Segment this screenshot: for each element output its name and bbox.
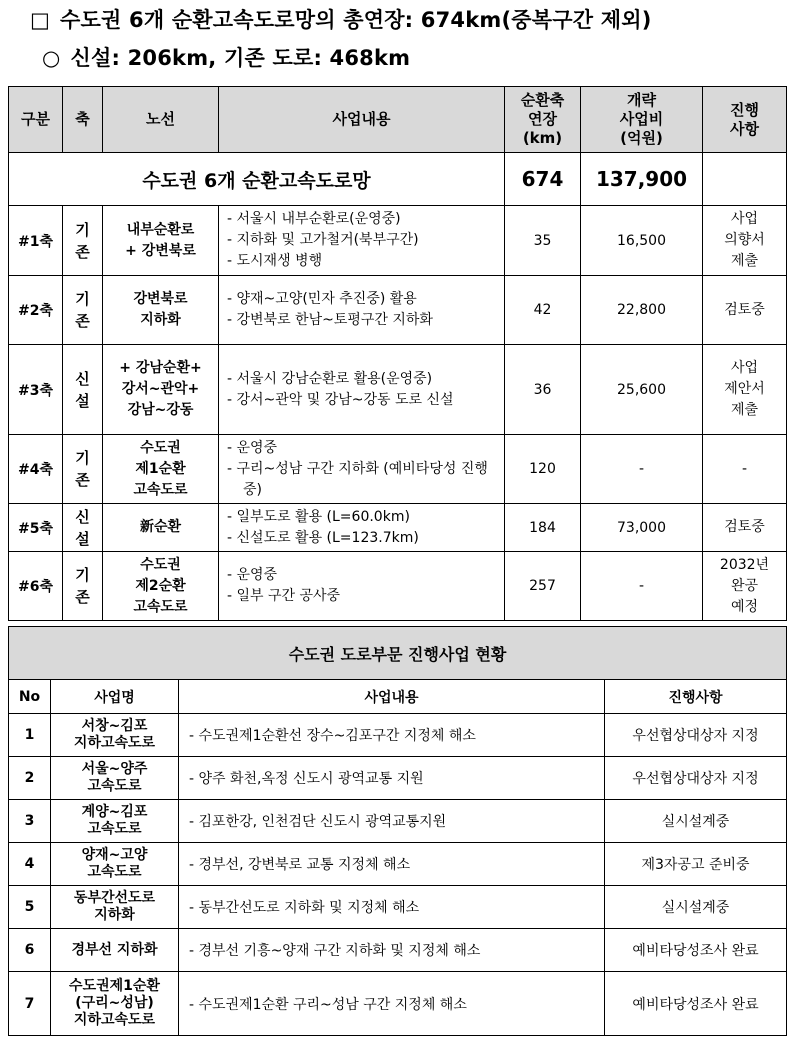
row-cost: - [581, 435, 703, 504]
table-row [9, 206, 787, 276]
row-project-status: 우선협상대상자 지정 [605, 757, 787, 800]
row-project-status: 예비타당성조사 완료 [605, 972, 787, 1036]
row-project-description: - 수도권제1순환선 장수~김포구간 지정체 해소 [179, 714, 605, 757]
table-row [9, 345, 787, 435]
row-route: 강변북로 지하화 [103, 276, 219, 345]
circle-bullet-icon: ○ [42, 46, 61, 70]
row-length: 35 [505, 206, 581, 276]
row-no: 1 [9, 714, 51, 757]
row-description: - 서울시 강남순환로 활용(운영중) - 강서~관악 및 강남~강동 도로 신설 [219, 345, 505, 435]
col-route: 노선 [103, 87, 219, 153]
heading-total-length [30, 4, 652, 34]
row-status: 검토중 [703, 504, 787, 552]
square-bullet-icon: □ [30, 8, 51, 32]
row-project-description: - 수도권제1순환 구리~성남 구간 지정체 해소 [179, 972, 605, 1036]
row-axis-id: #4축 [9, 435, 63, 504]
col-project-status: 진행사항 [605, 680, 787, 714]
table-row [9, 886, 787, 929]
row-no: 6 [9, 929, 51, 972]
row-status: 2032년 완공 예정 [703, 552, 787, 621]
total-label: 수도권 6개 순환고속도로망 [9, 153, 505, 206]
row-axis-id: #1축 [9, 206, 63, 276]
table-row [9, 276, 787, 345]
row-status: - [703, 435, 787, 504]
row-description: - 양재~고양(민자 추진중) 활용 - 강변북로 한남~토평구간 지하화 [219, 276, 505, 345]
row-kind: 신 설 [63, 504, 103, 552]
total-cost: 137,900 [581, 153, 703, 206]
row-no: 3 [9, 800, 51, 843]
row-status: 검토중 [703, 276, 787, 345]
row-cost: 73,000 [581, 504, 703, 552]
row-kind: 기 존 [63, 206, 103, 276]
row-project-description: - 경부선, 강변북로 교통 지정체 해소 [179, 843, 605, 886]
row-kind: 신 설 [63, 345, 103, 435]
table-row [9, 757, 787, 800]
row-description: - 서울시 내부순환로(운영중) - 지하화 및 고가철거(북부구간) - 도시재생 병행 [219, 206, 505, 276]
table-row [9, 929, 787, 972]
col-description: 사업내용 [219, 87, 505, 153]
row-axis-id: #5축 [9, 504, 63, 552]
row-project-description: - 동부간선도로 지하화 및 지정체 해소 [179, 886, 605, 929]
total-status [703, 153, 787, 206]
row-route: 수도권 제1순환 고속도로 [103, 435, 219, 504]
row-status: 사업 의향서 제출 [703, 206, 787, 276]
row-length: 36 [505, 345, 581, 435]
table-row [9, 552, 787, 621]
col-no: No [9, 680, 51, 714]
table-row [9, 972, 787, 1036]
row-length: 42 [505, 276, 581, 345]
row-project-status: 실시설계중 [605, 886, 787, 929]
row-length: 184 [505, 504, 581, 552]
projects-table-header [9, 680, 787, 714]
table-row [9, 800, 787, 843]
row-kind: 기 존 [63, 435, 103, 504]
row-length: 120 [505, 435, 581, 504]
row-no: 2 [9, 757, 51, 800]
table-row [9, 504, 787, 552]
row-route: 수도권 제2순환 고속도로 [103, 552, 219, 621]
row-axis-id: #6축 [9, 552, 63, 621]
row-description: - 운영중 - 일부 구간 공사중 [219, 552, 505, 621]
row-project-name: 동부간선도로 지하화 [51, 886, 179, 929]
projects-table [8, 626, 787, 1036]
row-project-name: 경부선 지하화 [51, 929, 179, 972]
row-project-name: 수도권제1순환 (구리~성남) 지하고속도로 [51, 972, 179, 1036]
col-project-name: 사업명 [51, 680, 179, 714]
row-project-status: 우선협상대상자 지정 [605, 714, 787, 757]
row-project-name: 서창~김포 지하고속도로 [51, 714, 179, 757]
row-project-description: - 경부선 기흥~양재 구간 지하화 및 지정체 해소 [179, 929, 605, 972]
table-row [9, 435, 787, 504]
table-row [9, 843, 787, 886]
total-row [9, 153, 787, 206]
row-length: 257 [505, 552, 581, 621]
col-length: 순환축 연장 (km) [505, 87, 581, 153]
row-no: 5 [9, 886, 51, 929]
row-no: 7 [9, 972, 51, 1036]
row-project-description: - 양주 화천,옥정 신도시 광역교통 지원 [179, 757, 605, 800]
row-axis-id: #3축 [9, 345, 63, 435]
network-table [8, 86, 787, 621]
row-route: 新순환 [103, 504, 219, 552]
table-row [9, 714, 787, 757]
row-cost: 22,800 [581, 276, 703, 345]
row-description: - 운영중 - 구리~성남 구간 지하화 (예비타당성 진행중) [219, 435, 505, 504]
row-cost: 25,600 [581, 345, 703, 435]
row-kind: 기 존 [63, 276, 103, 345]
projects-section-header [9, 627, 787, 680]
row-project-status: 예비타당성조사 완료 [605, 929, 787, 972]
col-status: 진행 사항 [703, 87, 787, 153]
network-table-header [9, 87, 787, 153]
row-project-status: 제3자공고 준비중 [605, 843, 787, 886]
total-length: 674 [505, 153, 581, 206]
heading-breakdown-text: 신설: 206km, 기존 도로: 468km [70, 46, 411, 70]
row-axis-id: #2축 [9, 276, 63, 345]
row-cost: - [581, 552, 703, 621]
col-project-description: 사업내용 [179, 680, 605, 714]
row-project-name: 계양~김포 고속도로 [51, 800, 179, 843]
row-route: + 강남순환+ 강서~관악+ 강남~강동 [103, 345, 219, 435]
row-project-description: - 김포한강, 인천검단 신도시 광역교통지원 [179, 800, 605, 843]
row-route: 내부순환로 + 강변북로 [103, 206, 219, 276]
col-category: 구분 [9, 87, 63, 153]
row-project-name: 양재~고양 고속도로 [51, 843, 179, 886]
col-axis: 축 [63, 87, 103, 153]
row-status: 사업 제안서 제출 [703, 345, 787, 435]
row-description: - 일부도로 활용 (L=60.0km) - 신설도로 활용 (L=123.7km) [219, 504, 505, 552]
col-cost: 개략 사업비 (억원) [581, 87, 703, 153]
row-project-name: 서울~양주 고속도로 [51, 757, 179, 800]
row-cost: 16,500 [581, 206, 703, 276]
row-project-status: 실시설계중 [605, 800, 787, 843]
row-kind: 기 존 [63, 552, 103, 621]
heading-breakdown [42, 42, 410, 72]
row-no: 4 [9, 843, 51, 886]
heading-total-length-text: 수도권 6개 순환고속도로망의 총연장: 674km(중복구간 제외) [60, 8, 652, 32]
projects-title: 수도권 도로부문 진행사업 현황 [9, 627, 787, 680]
